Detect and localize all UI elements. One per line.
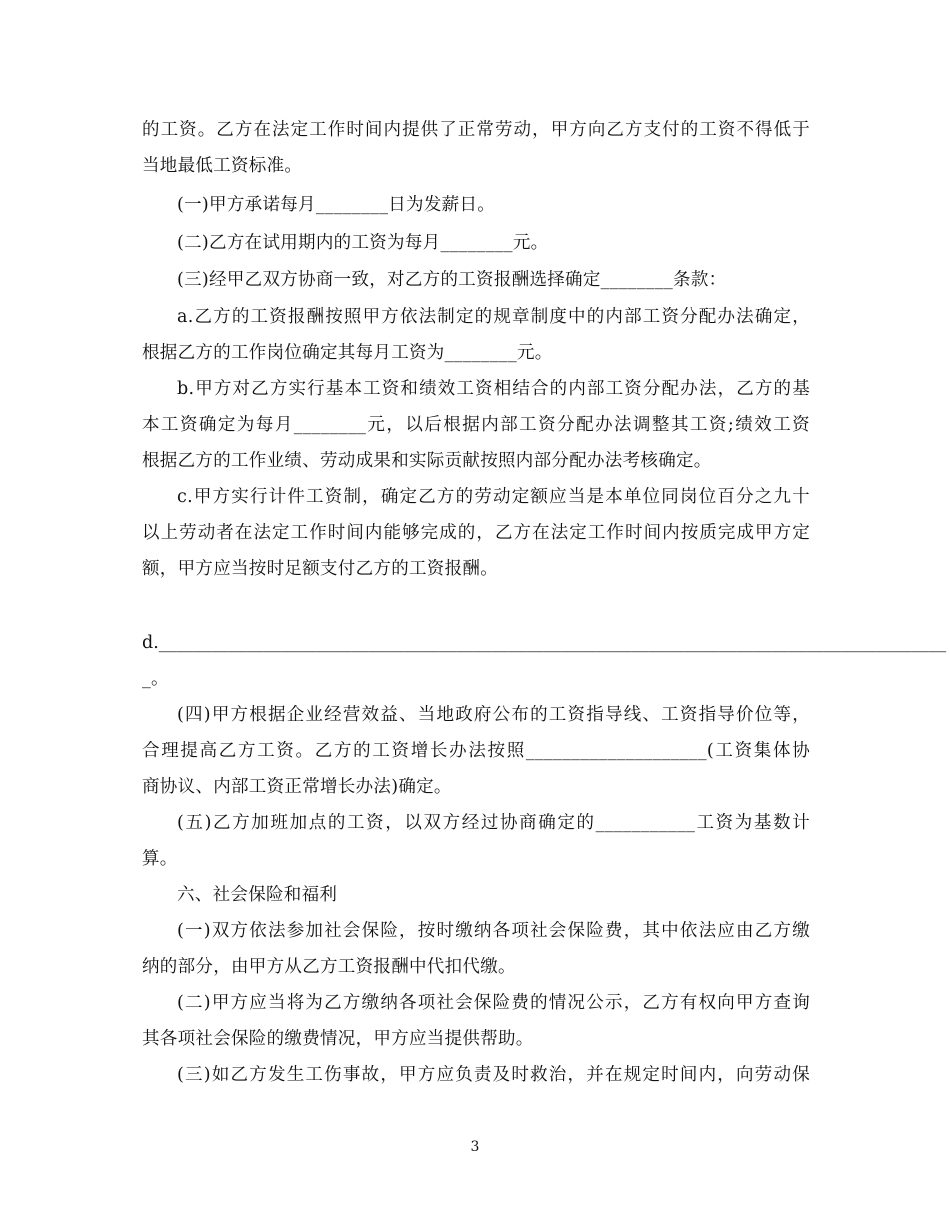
- paragraph-line: 合理提高乙方工资。乙方的工资增长办法按照____________________(工资集体协: [142, 741, 810, 761]
- paragraph-line: (一)双方依法参加社会保险，按时缴纳各项社会保险费，其中依法应由乙方缴: [177, 921, 810, 941]
- paragraph-line: (二)甲方应当将为乙方缴纳各项社会保险费的情况公示，乙方有权向甲方查询: [177, 993, 810, 1013]
- paragraph-line: c.甲方实行计件工资制，确定乙方的劳动定额应当是本单位同岗位百分之九十: [177, 487, 810, 507]
- paragraph-line: (四)甲方根据企业经营效益、当地政府公布的工资指导线、工资指导价位等，: [177, 705, 810, 725]
- paragraph-line: (三)如乙方发生工伤事故，甲方应负责及时救治，并在规定时间内，向劳动保: [177, 1065, 810, 1085]
- paragraph-line: _。: [142, 669, 169, 689]
- paragraph-line: 以上劳动者在法定工作时间内能够完成的，乙方在法定工作时间内按质完成甲方定: [142, 523, 810, 543]
- paragraph-line: 的工资。乙方在法定工作时间内提供了正常劳动，甲方向乙方支付的工资不得低于: [142, 120, 810, 140]
- blank-line-d: d.__________________________________________________________________________________________: [142, 633, 947, 653]
- paragraph-line: (三)经甲乙双方协商一致，对乙方的工资报酬选择确定________条款：: [177, 270, 727, 290]
- paragraph-line: (五)乙方加班加点的工资，以双方经过协商确定的___________工资为基数计: [177, 813, 810, 833]
- paragraph-line: (一)甲方承诺每月________日为发薪日。: [177, 195, 496, 215]
- paragraph-line: b.甲方对乙方实行基本工资和绩效工资相结合的内部工资分配办法，乙方的基: [177, 379, 810, 399]
- section-heading: 六、社会保险和福利: [177, 885, 338, 905]
- paragraph-line: 纳的部分，由甲方从乙方工资报酬中代扣代缴。: [142, 957, 516, 977]
- paragraph-line: 本工资确定为每月________元，以后根据内部工资分配办法调整其工资;绩效工资: [142, 415, 810, 435]
- paragraph-line: (二)乙方在试用期内的工资为每月________元。: [177, 233, 549, 253]
- paragraph-line: 算。: [142, 849, 178, 869]
- paragraph-line: 商协议、内部工资正常增长办法)确定。: [142, 777, 452, 797]
- paragraph-line: 根据乙方的工作业绩、劳动成果和实际贡献按照内部分配办法考核确定。: [142, 451, 712, 471]
- paragraph-line: 当地最低工资标准。: [142, 156, 303, 176]
- paragraph-line: a.乙方的工资报酬按照甲方依法制定的规章制度中的内部工资分配办法确定，: [177, 307, 810, 327]
- paragraph-line: 额，甲方应当按时足额支付乙方的工资报酬。: [142, 559, 498, 579]
- paragraph-line: 根据乙方的工作岗位确定其每月工资为________元。: [142, 343, 553, 363]
- page-number: 3: [470, 1139, 480, 1155]
- paragraph-line: 其各项社会保险的缴费情况，甲方应当提供帮助。: [142, 1029, 534, 1049]
